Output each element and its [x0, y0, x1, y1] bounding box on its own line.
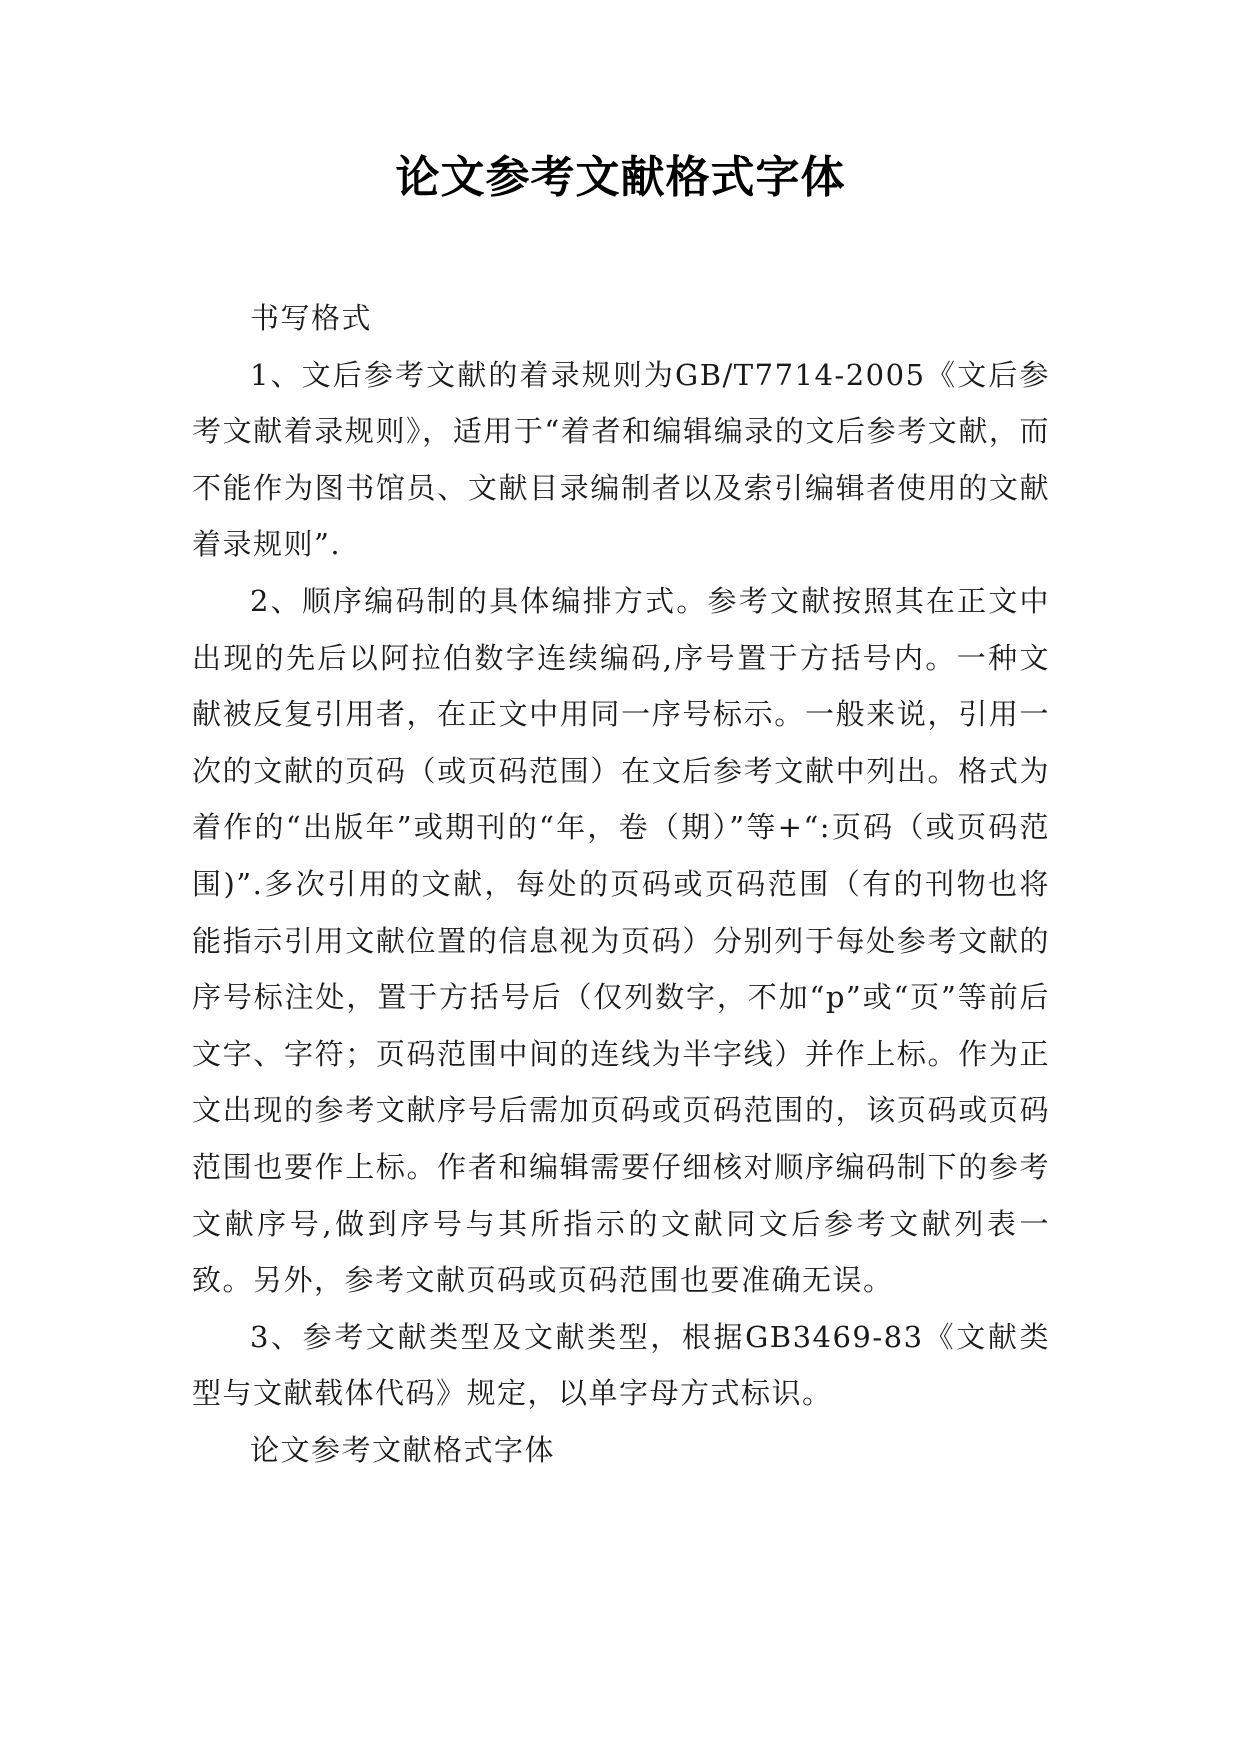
paragraph-1: 1、文后参考文献的着录规则为GB/T7714-2005《文后参考文献着录规则》，适用于“着者和编辑编录的文后参考文献，而不能作为图书馆员、文献目录编制者以及索引编辑者使用的文献着录规则”. [192, 357, 1050, 562]
document-body [192, 290, 1050, 1478]
paragraph-2: 2、顺序编码制的具体编排方式。参考文献按照其在正文中出现的先后以阿拉伯数字连续编码,序号置于方括号内。一种文献被反复引用者，在正文中用同一序号标示。一般来说，引用一次的文献的页码（或页码范围）在文后参考文献中列出。格式为着作的“出版年”或期刊的“年，卷（期）”等+“:页码（或页码范围)”.多次引用的文献，每处的页码或页码范围（有的刊物也将能指示引用文献位置的信息视为页码）分别列于每处参考文献的序号标注处，置于方括号后（仅列数字，不加“p”或“页”等前后文字、字符；页码范围中间的连线为半字线）并作上标。作为正文出现的参考文献序号后需加页码或页码范围的，该页码或页码范围也要作上标。作者和编辑需要仔细核对顺序编码制下的参考文献序号,做到序号与其所指示的文献同文后参考文献列表一致。另外，参考文献页码或页码范围也要准确无误。 [192, 583, 1050, 1298]
document-title: 论文参考文献格式字体 [395, 152, 846, 203]
paragraph-heading: 书写格式 [250, 301, 373, 335]
paragraph-3: 3、参考文献类型及文献类型，根据GB3469-83《文献类型与文献载体代码》规定，以单字母方式标识。 [192, 1319, 1050, 1411]
paragraph-closing: 论文参考文献格式字体 [250, 1432, 556, 1467]
